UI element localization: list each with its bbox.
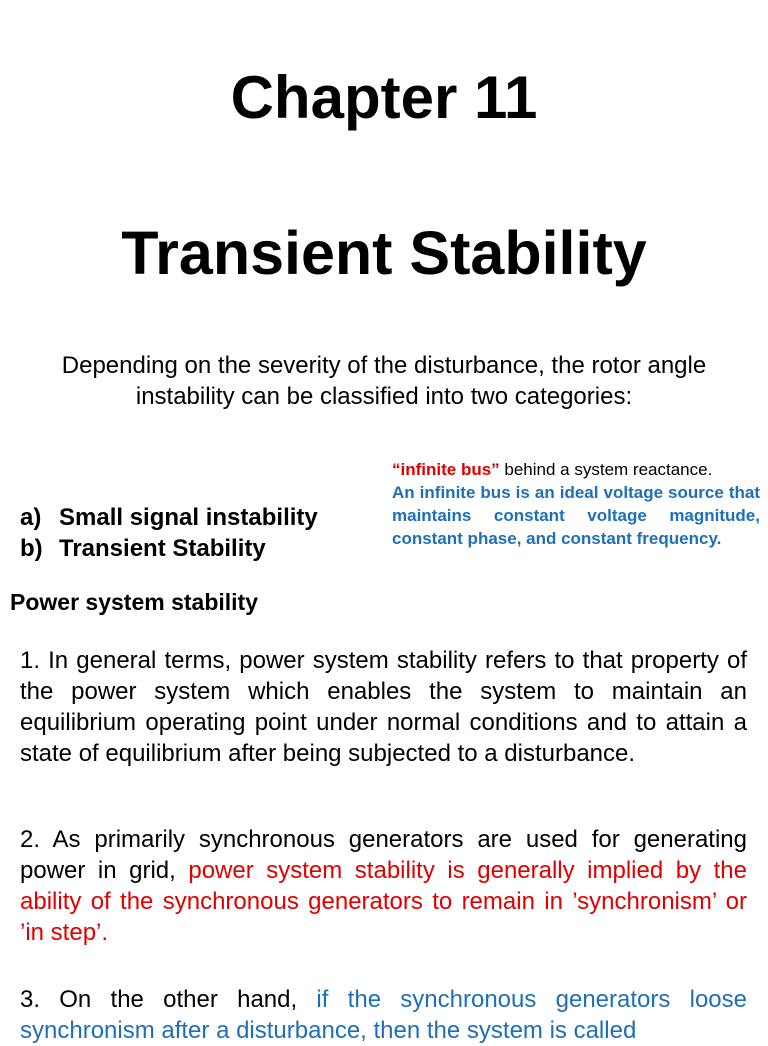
- paragraph-3-highlight: if the synchronous generators loose synchronism after a disturbance, then the system is called: [20, 986, 747, 1044]
- chapter-heading: Chapter 11: [230, 64, 538, 131]
- page-title: Transient Stability: [121, 219, 647, 287]
- note-definition: An infinite bus is an ideal voltage source that maintains constant voltage magnitude, constant phase, and constant frequency.: [392, 483, 760, 548]
- category-list: [20, 502, 360, 564]
- paragraph-3: [20, 984, 747, 1046]
- category-marker: a): [20, 504, 42, 531]
- paragraph-2: [20, 824, 747, 948]
- category-item: [20, 533, 360, 564]
- note-term-suffix: behind a system reactance.: [499, 460, 713, 479]
- category-label: Transient Stability: [59, 535, 266, 562]
- paragraph-2-text: 2. As primarily synchronous generators are used for generating power in grid,: [20, 826, 747, 884]
- paragraph-1: 1. In general terms, power system stability refers to that property of the power system which enables the system to maintain an equilibrium operating point under normal conditions and to attain a state of equilibrium after being subjected to a disturbance.: [20, 647, 747, 767]
- note-term-line: [392, 458, 760, 481]
- intro-paragraph: Depending on the severity of the disturbance, the rotor angle instability can be classified into two categories:: [61, 352, 707, 410]
- section-heading: Power system stability: [10, 589, 258, 615]
- category-marker: b): [20, 535, 43, 562]
- paragraph-3-text: 3. On the other hand,: [20, 986, 317, 1013]
- category-label: Small signal instability: [59, 504, 318, 531]
- paragraph-2-highlight: power system stability is generally implied by the ability of the synchronous generators to remain in ’synchronism’ or ’in step’.: [20, 857, 747, 946]
- note-term: “infinite bus”: [392, 460, 500, 479]
- category-item: [20, 502, 360, 533]
- infinite-bus-note: [392, 458, 760, 550]
